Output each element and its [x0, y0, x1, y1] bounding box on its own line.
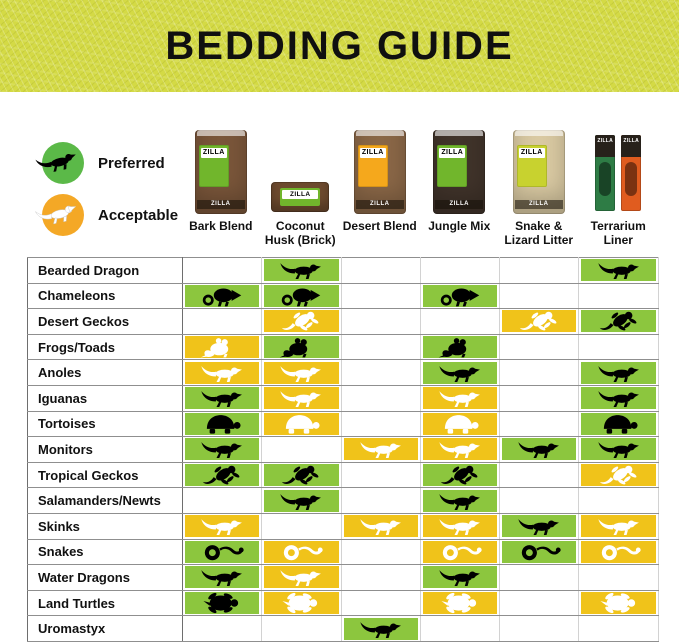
monitor-lizard-icon	[590, 438, 648, 460]
zilla-logo: ZILLA	[282, 190, 318, 199]
grid-cell	[262, 437, 341, 463]
grid-cell	[420, 309, 499, 335]
row-label: Monitors	[28, 437, 183, 463]
skink-icon	[510, 515, 568, 537]
grid-cell	[500, 539, 579, 565]
grid-cell	[183, 616, 262, 642]
grid-cell	[420, 360, 499, 386]
acceptable-cell	[264, 387, 338, 409]
preferred-cell	[185, 592, 259, 614]
chameleon-icon	[272, 285, 330, 307]
product-label: Snake & Lizard Litter	[504, 219, 574, 248]
grid-cell	[183, 283, 262, 309]
zilla-logo: ZILLA	[360, 148, 386, 158]
product-column	[579, 122, 659, 254]
acceptable-cell	[423, 592, 497, 614]
grid-cell	[262, 488, 341, 514]
grid-cell	[500, 309, 579, 335]
product-column	[181, 122, 261, 254]
product-column	[340, 122, 420, 254]
grid-cell	[262, 283, 341, 309]
acceptable-cell	[423, 413, 497, 435]
grid-cell	[420, 385, 499, 411]
row-label: Salamanders/Newts	[28, 488, 183, 514]
zilla-logo: ZILLA	[519, 148, 545, 158]
iguana-icon	[272, 387, 330, 409]
skink-icon	[352, 515, 410, 537]
acceptable-cell	[581, 464, 655, 486]
acceptable-cell	[423, 515, 497, 537]
grid-cell	[579, 360, 658, 386]
grid-cell	[341, 488, 420, 514]
gecko-icon	[272, 464, 330, 486]
grid-cell	[341, 462, 420, 488]
acceptable-cell	[344, 515, 418, 537]
preferred-cell	[502, 541, 576, 563]
iguana-icon	[590, 387, 648, 409]
tortoise-icon	[431, 413, 489, 435]
grid-cell	[183, 309, 262, 335]
acceptable-cell	[423, 387, 497, 409]
grid-cell	[341, 616, 420, 642]
grid-cell	[420, 411, 499, 437]
skink-icon	[193, 515, 251, 537]
animal-row	[28, 258, 659, 284]
salamander-icon	[272, 490, 330, 512]
preferred-cell	[502, 438, 576, 460]
turtle-icon	[272, 592, 330, 614]
grid-cell	[183, 488, 262, 514]
grid-cell	[579, 565, 658, 591]
grid-cell	[341, 513, 420, 539]
acceptable-cell	[185, 515, 259, 537]
acceptable-cell	[423, 438, 497, 460]
grid-cell	[420, 283, 499, 309]
gecko-icon	[590, 310, 648, 332]
animal-row	[28, 309, 659, 335]
acceptable-cell	[264, 541, 338, 563]
preferred-cell	[185, 541, 259, 563]
grid-cell	[341, 334, 420, 360]
preferred-cell	[423, 285, 497, 307]
grid-cell	[579, 309, 658, 335]
grid-cell	[579, 590, 658, 616]
row-label: Uromastyx	[28, 616, 183, 642]
tortoise-icon	[590, 413, 648, 435]
grid-cell	[341, 258, 420, 284]
anole-icon	[193, 362, 251, 384]
zilla-logo: ZILLA	[197, 200, 245, 209]
product-label: Jungle Mix	[428, 219, 491, 233]
grid-cell	[420, 334, 499, 360]
lizard-icon	[26, 197, 87, 231]
row-label: Land Turtles	[28, 590, 183, 616]
terrarium-liner-boxes	[579, 122, 659, 214]
gecko-icon	[431, 464, 489, 486]
grid-cell	[579, 539, 658, 565]
grid-cell	[341, 283, 420, 309]
snake-icon	[193, 541, 251, 563]
legend-item-acceptable	[36, 192, 186, 238]
legend	[36, 140, 186, 244]
grid-cell	[262, 565, 341, 591]
turtle-icon	[590, 592, 648, 614]
row-label: Chameleons	[28, 283, 183, 309]
page-title: BEDDING GUIDE	[165, 23, 514, 68]
snake-icon	[510, 541, 568, 563]
acceptable-cell	[581, 592, 655, 614]
preferred-cell	[185, 566, 259, 588]
row-label: Bearded Dragon	[28, 258, 183, 284]
tortoise-icon	[272, 413, 330, 435]
product-column	[420, 122, 500, 254]
grid-cell	[579, 462, 658, 488]
grid-cell	[579, 616, 658, 642]
preferred-cell	[502, 515, 576, 537]
grid-cell	[420, 513, 499, 539]
preferred-badge	[42, 142, 84, 184]
grid-cell	[500, 334, 579, 360]
acceptable-cell	[344, 438, 418, 460]
preferred-cell	[264, 490, 338, 512]
grid-cell	[500, 437, 579, 463]
row-label: Frogs/Toads	[28, 334, 183, 360]
grid-cell	[420, 539, 499, 565]
animal-row	[28, 334, 659, 360]
preferred-cell	[423, 464, 497, 486]
acceptable-badge	[42, 194, 84, 236]
banner	[0, 0, 679, 92]
anole-icon	[431, 362, 489, 384]
zilla-logo: ZILLA	[595, 135, 615, 157]
preferred-cell	[423, 362, 497, 384]
grid-cell	[579, 411, 658, 437]
grid-cell	[579, 513, 658, 539]
preferred-cell	[344, 618, 418, 640]
row-label: Desert Geckos	[28, 309, 183, 335]
preferred-cell	[185, 413, 259, 435]
grid-cell	[579, 488, 658, 514]
legend-label: Preferred	[98, 154, 165, 172]
products-header	[181, 122, 658, 254]
product-label: Coconut Husk (Brick)	[264, 219, 336, 248]
preferred-cell	[581, 259, 655, 281]
bearded-dragon-icon	[590, 259, 648, 281]
preferred-cell	[581, 387, 655, 409]
uromastyx-icon	[352, 618, 410, 640]
grid-cell	[183, 513, 262, 539]
grid-cell	[341, 565, 420, 591]
grid-cell	[579, 334, 658, 360]
grid-cell	[341, 309, 420, 335]
grid-cell	[500, 513, 579, 539]
chameleon-icon	[193, 285, 251, 307]
zilla-logo: ZILLA	[515, 200, 563, 209]
grid-cell	[183, 539, 262, 565]
grid-cell	[262, 385, 341, 411]
grid-cell	[500, 283, 579, 309]
preferred-cell	[185, 464, 259, 486]
grid-cell	[341, 385, 420, 411]
grid-cell	[579, 258, 658, 284]
grid-cell	[500, 565, 579, 591]
turtle-icon	[431, 592, 489, 614]
iguana-icon	[431, 387, 489, 409]
grid-cell	[183, 385, 262, 411]
grid-cell	[420, 565, 499, 591]
preferred-cell	[581, 362, 655, 384]
grid-cell	[183, 334, 262, 360]
grid-cell	[500, 385, 579, 411]
iguana-icon	[193, 387, 251, 409]
product-label: Terrarium Liner	[590, 219, 646, 248]
preferred-cell	[423, 566, 497, 588]
turtle-icon	[193, 592, 251, 614]
grid-cell	[183, 411, 262, 437]
bedding-table	[27, 257, 659, 642]
animal-row	[28, 411, 659, 437]
animal-row	[28, 360, 659, 386]
grid-cell	[262, 411, 341, 437]
acceptable-cell	[502, 310, 576, 332]
zilla-logo: ZILLA	[435, 200, 483, 209]
skink-icon	[431, 515, 489, 537]
grid-cell	[183, 258, 262, 284]
lizard-icon	[26, 145, 87, 179]
monitor-lizard-icon	[510, 438, 568, 460]
grid-cell	[420, 488, 499, 514]
bearded-dragon-icon	[272, 259, 330, 281]
water-dragon-icon	[272, 566, 330, 588]
grid-cell	[341, 437, 420, 463]
frog-icon	[431, 336, 489, 358]
grid-cell	[262, 360, 341, 386]
grid-cell	[183, 565, 262, 591]
grid-cell	[500, 590, 579, 616]
desert-blend-bag	[340, 122, 420, 214]
grid-cell	[420, 462, 499, 488]
grid-cell	[500, 411, 579, 437]
snake-icon	[590, 541, 648, 563]
product-column	[261, 122, 341, 254]
grid-cell	[341, 411, 420, 437]
row-label: Snakes	[28, 539, 183, 565]
grid-body	[28, 258, 659, 642]
grid-cell	[500, 488, 579, 514]
grid-cell	[420, 616, 499, 642]
row-label: Skinks	[28, 513, 183, 539]
grid-cell	[341, 360, 420, 386]
animal-row	[28, 565, 659, 591]
preferred-cell	[264, 285, 338, 307]
water-dragon-icon	[193, 566, 251, 588]
acceptable-cell	[264, 310, 338, 332]
tortoise-icon	[193, 413, 251, 435]
grid-cell	[500, 360, 579, 386]
zilla-logo: ZILLA	[439, 148, 465, 158]
grid-cell	[262, 309, 341, 335]
salamander-icon	[431, 490, 489, 512]
snake-lizard-litter-bag	[499, 122, 579, 214]
acceptable-cell	[264, 592, 338, 614]
anole-icon	[272, 362, 330, 384]
animal-row	[28, 616, 659, 642]
grid-cell	[262, 590, 341, 616]
grid-cell	[183, 462, 262, 488]
grid-cell	[579, 283, 658, 309]
acceptable-cell	[423, 541, 497, 563]
animal-row	[28, 488, 659, 514]
gecko-icon	[272, 310, 330, 332]
bark-blend-bag	[181, 122, 261, 214]
grid-cell	[183, 590, 262, 616]
grid-cell	[183, 360, 262, 386]
skink-icon	[590, 515, 648, 537]
gecko-icon	[510, 310, 568, 332]
acceptable-cell	[581, 515, 655, 537]
preferred-cell	[185, 438, 259, 460]
frog-icon	[272, 336, 330, 358]
animal-row	[28, 462, 659, 488]
grid-cell	[341, 539, 420, 565]
acceptable-cell	[581, 541, 655, 563]
zilla-logo: ZILLA	[356, 200, 404, 209]
monitor-lizard-icon	[431, 438, 489, 460]
monitor-lizard-icon	[193, 438, 251, 460]
preferred-cell	[185, 387, 259, 409]
grid-cell	[579, 385, 658, 411]
preferred-cell	[423, 336, 497, 358]
grid-cell	[420, 258, 499, 284]
frog-icon	[193, 336, 251, 358]
grid-cell	[262, 513, 341, 539]
animal-row	[28, 437, 659, 463]
grid-cell	[420, 437, 499, 463]
zilla-logo: ZILLA	[621, 135, 641, 157]
preferred-cell	[581, 438, 655, 460]
preferred-cell	[264, 464, 338, 486]
grid-cell	[500, 258, 579, 284]
row-label: Tropical Geckos	[28, 462, 183, 488]
legend-label: Acceptable	[98, 206, 179, 224]
preferred-cell	[264, 336, 338, 358]
grid-cell	[262, 334, 341, 360]
acceptable-cell	[264, 362, 338, 384]
preferred-cell	[185, 285, 259, 307]
grid-cell	[341, 590, 420, 616]
jungle-mix-bag	[420, 122, 500, 214]
animal-row	[28, 539, 659, 565]
grid-cell	[183, 437, 262, 463]
chameleon-icon	[431, 285, 489, 307]
grid-cell	[579, 437, 658, 463]
animal-row	[28, 590, 659, 616]
snake-icon	[272, 541, 330, 563]
grid-cell	[500, 616, 579, 642]
row-label: Water Dragons	[28, 565, 183, 591]
row-label: Tortoises	[28, 411, 183, 437]
grid-cell	[262, 539, 341, 565]
gecko-icon	[590, 464, 648, 486]
acceptable-cell	[185, 336, 259, 358]
coconut-husk-brick	[261, 122, 341, 214]
acceptable-cell	[185, 362, 259, 384]
preferred-cell	[264, 259, 338, 281]
row-label: Iguanas	[28, 385, 183, 411]
anole-icon	[590, 362, 648, 384]
row-label: Anoles	[28, 360, 183, 386]
preferred-cell	[423, 490, 497, 512]
product-label: Bark Blend	[189, 219, 253, 233]
animal-row	[28, 513, 659, 539]
grid-cell	[500, 462, 579, 488]
legend-item-preferred	[36, 140, 186, 186]
acceptable-cell	[264, 566, 338, 588]
snake-icon	[431, 541, 489, 563]
product-column	[499, 122, 579, 254]
grid-cell	[262, 258, 341, 284]
animal-row	[28, 385, 659, 411]
grid-cell	[420, 590, 499, 616]
monitor-lizard-icon	[352, 438, 410, 460]
product-label: Desert Blend	[342, 219, 417, 233]
water-dragon-icon	[431, 566, 489, 588]
grid-cell	[262, 462, 341, 488]
acceptable-cell	[264, 413, 338, 435]
preferred-cell	[581, 310, 655, 332]
zilla-logo: ZILLA	[201, 148, 227, 158]
preferred-cell	[581, 413, 655, 435]
grid-cell	[262, 616, 341, 642]
gecko-icon	[193, 464, 251, 486]
animal-row	[28, 283, 659, 309]
